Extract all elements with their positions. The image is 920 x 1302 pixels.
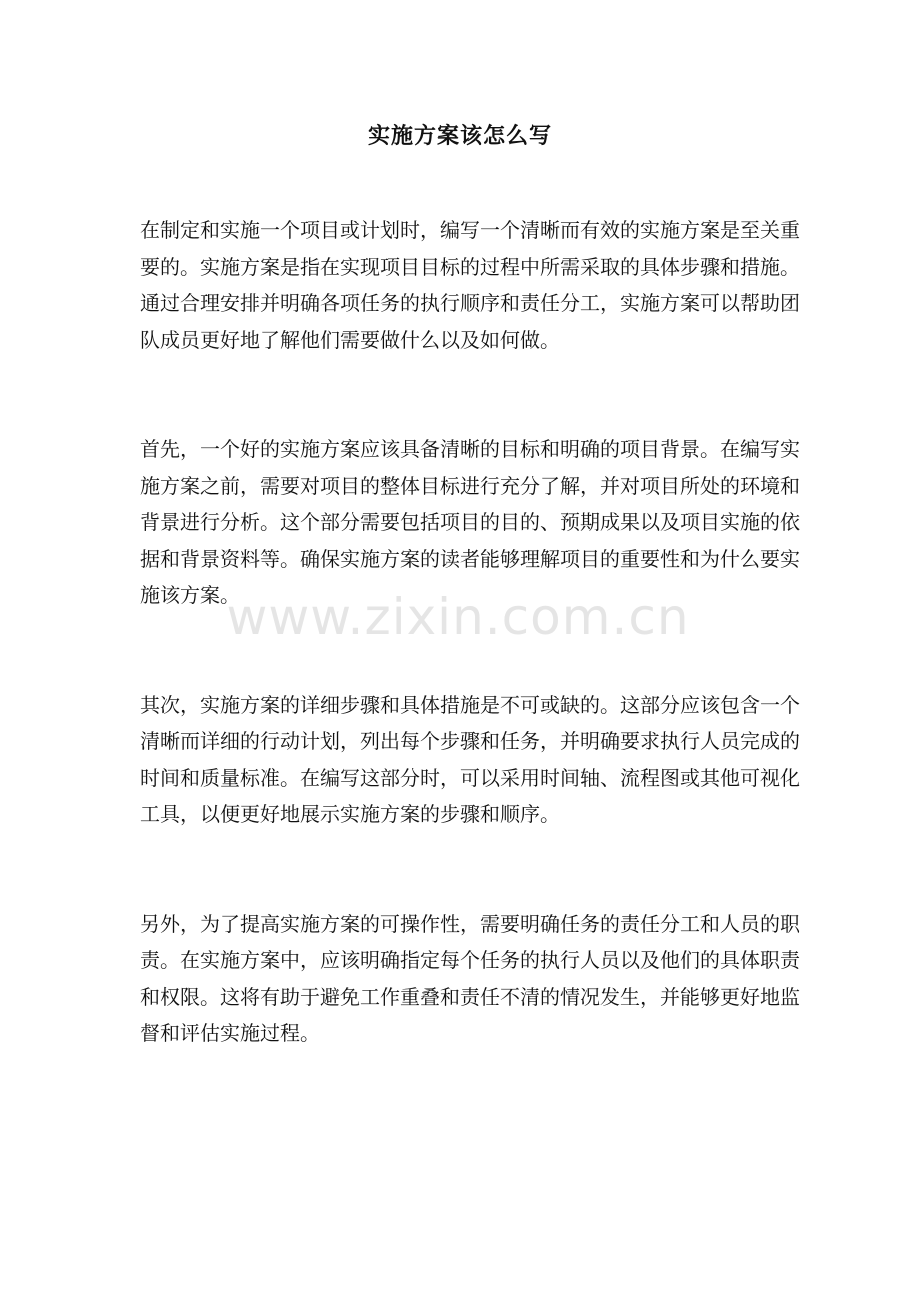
watermark: www.zixin.com.cn (226, 588, 690, 646)
paragraph-4: 另外，为了提高实施方案的可操作性，需要明确任务的责任分工和人员的职责。在实施方案中，应该明确指定每个任务的执行人员以及他们的具体职责和权限。这将有助于避免工作重叠和责任不清的情况发生，并能够更好地监督和评估实施过程。 (140, 911, 800, 1045)
paragraph-2: 首先，一个好的实施方案应该具备清晰的目标和明确的项目背景。在编写实施方案之前，需要对项目的整体目标进行充分了解，并对项目所处的环境和背景进行分析。这个部分需要包括项目的目的、预期成果以及项目实施的依据和背景资料等。确保实施方案的读者能够理解项目的重要性和为什么要实施该方案。 (140, 437, 800, 607)
document-body (140, 212, 800, 1125)
paragraph-1: 在制定和实施一个项目或计划时，编写一个清晰而有效的实施方案是至关重要的。实施方案是指在实现项目目标的过程中所需采取的具体步骤和措施。通过合理安排并明确各项任务的执行顺序和责任分工，实施方案可以帮助团队成员更好地了解他们需要做什么以及如何做。 (140, 218, 800, 352)
document-title: 实施方案该怎么写 (367, 123, 552, 149)
paragraph-3: 其次，实施方案的详细步骤和具体措施是不可或缺的。这部分应该包含一个清晰而详细的行动计划，列出每个步骤和任务，并明确要求执行人员完成的时间和质量标准。在编写这部分时，可以采用时间轴、流程图或其他可视化工具，以便更好地展示实施方案的步骤和顺序。 (140, 692, 800, 826)
